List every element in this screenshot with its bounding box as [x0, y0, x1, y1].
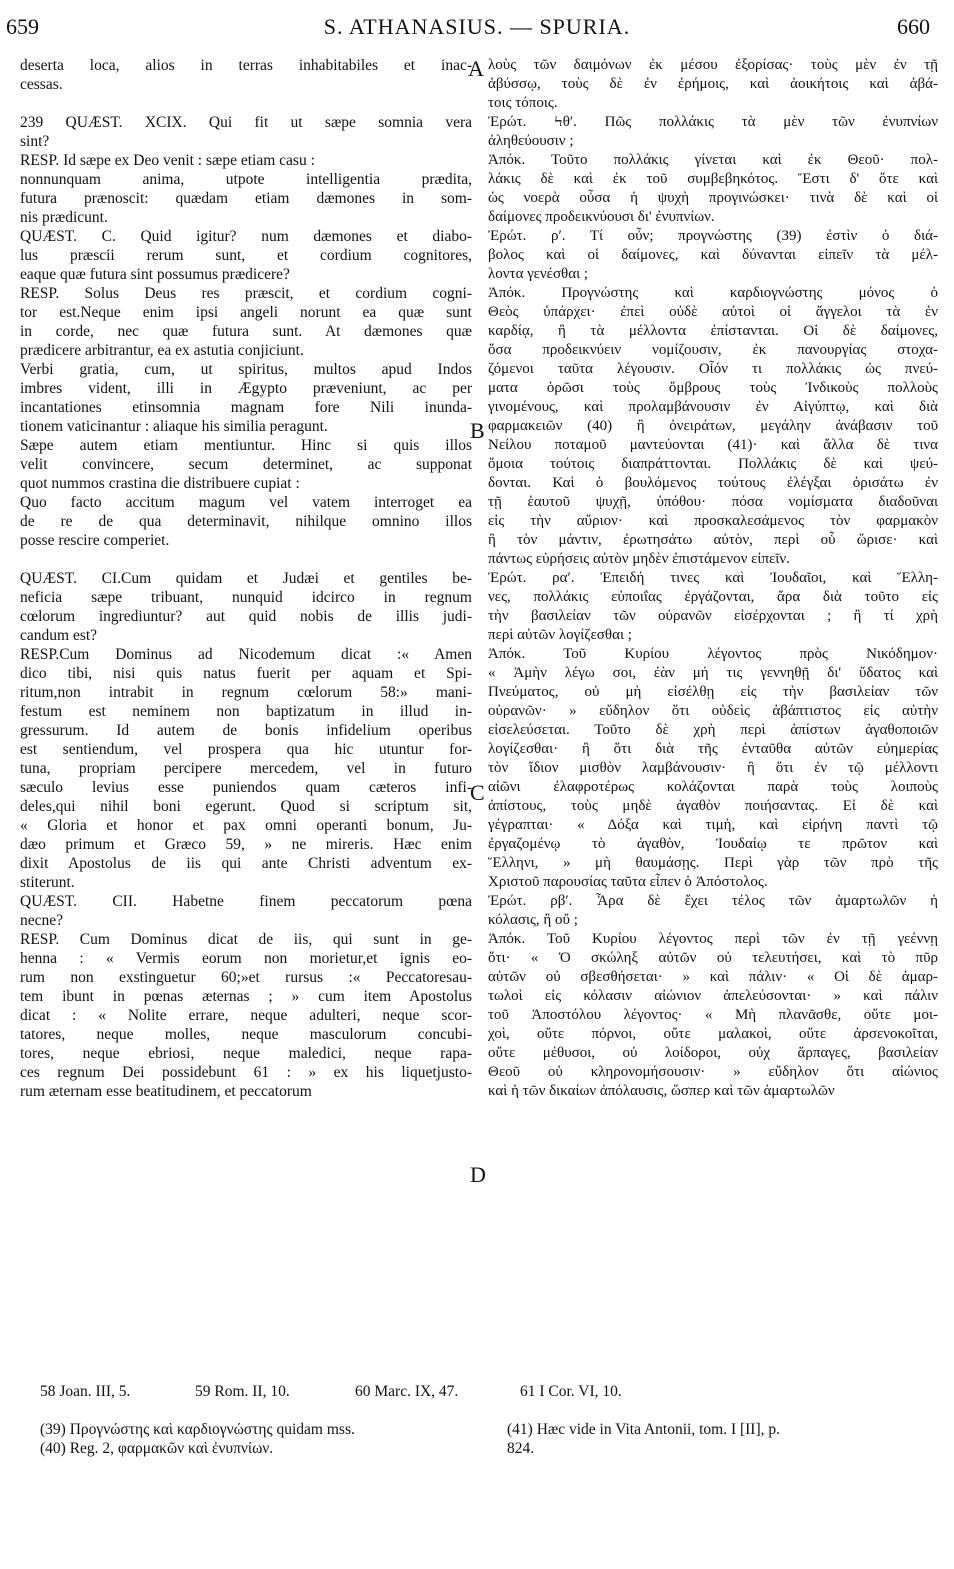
latin-text-line: dico tibi, nisi quis natus fuerit per aquam et Spi-	[20, 665, 472, 682]
latin-text-line	[20, 550, 472, 569]
latin-text-line: QUÆST. CI.Cum quidam et Judæi et gentiles be-	[20, 570, 472, 587]
greek-text-line: ἐργαζομένῳ τὸ ἀγαθὸν, Ἰουδαίῳ τε πρῶτον καὶ	[488, 836, 938, 852]
greek-text-line: Ἕλληνι, » μὴ θαυμάσῃς. Περὶ γὰρ τῶν πρὸ τῆς	[488, 855, 938, 871]
footnote-59: 59 Rom. II, 10.	[195, 1383, 290, 1400]
latin-text-line: de re de qua determinavit, nihilque omnino illos	[20, 513, 472, 530]
latin-text-line: necne?	[20, 912, 64, 929]
greek-text-line: « Ἀμὴν λέγω σοι, ἐὰν μή τις γεννηθῇ δι' ὕδατος καὶ	[488, 665, 938, 681]
section-marker-b: B	[470, 418, 485, 443]
greek-text-line: Χριστοῦ παρουσίας ταῦτα εἶπεν ὁ Ἀπόστολος.	[488, 874, 768, 890]
latin-text-line: Sæpe autem etiam mentiuntur. Hinc si quis illos	[20, 437, 472, 454]
latin-text-line: deserta loca, alios in terras inhabitabiles et inac-	[20, 57, 472, 74]
greek-text-line: τὸν ἴδιον μισθὸν λαμβάνουσιν· ἢ ὅτι ἐν τῷ μέλλοντι	[488, 760, 938, 776]
latin-text-line: dæo primum et Græco 59, » ne mireris. Hæc enim	[20, 836, 472, 853]
greek-text-line: γέγραπται· « Δόξα καὶ τιμὴ, καὶ εἰρήνη παντὶ τῷ	[488, 817, 938, 833]
latin-text-line: sint?	[20, 133, 50, 150]
page-number-left: 659	[6, 14, 39, 39]
latin-text-line: imbres vident, illi in Ægypto præveniunt, ac per	[20, 380, 472, 397]
latin-text-line: stiterunt.	[20, 874, 75, 891]
greek-text-line: ἀπίστους, τοὺς μηδὲ ἀγαθὸν ποιήσαντας. Εἰ δὲ καὶ	[488, 798, 938, 814]
section-marker-c: C	[470, 780, 485, 805]
greek-text-line: καρδίᾳ, ἢ τὰ μέλλοντα ἐπίστανται. Οἱ δὲ δαίμονες,	[488, 323, 938, 339]
greek-text-line: ὅσα προδεικνύειν νομίζουσιν, ἐκ πανουργίας στοχα-	[488, 342, 938, 358]
greek-text-line: καὶ ἡ τῶν δικαίων ἀπόλαυσις, ὥσπερ καὶ τῶν ἁμαρτωλῶν	[488, 1083, 835, 1099]
latin-text-line: rum non exstinguetur 60;»et rursus :« Peccatoresau-	[20, 969, 472, 986]
latin-text-line: eaque quæ futura sint possumus prædicere?	[20, 266, 290, 283]
greek-text-line: ἀληθεύουσιν ;	[488, 133, 574, 149]
footnote-61: 61 I Cor. VI, 10.	[520, 1383, 622, 1400]
section-marker-d: D	[470, 1162, 486, 1187]
greek-text-line: λογίζεσθαι· ἢ ὅτι διὰ τῆς ἐνταῦθα αὐτῶν εὐημερίας	[488, 741, 938, 757]
latin-text-line: tores, neque ebriosi, neque maledici, neque rapa-	[20, 1045, 472, 1062]
latin-text-line: cessas.	[20, 76, 63, 93]
latin-text-line: Quo facto accitum magum vel vatem interroget ea	[20, 494, 472, 511]
latin-text-line: tem ibunt in pœnas æternas ; » cum item Apostolus	[20, 988, 472, 1005]
greek-text-line: Ἀπόκ. Τοῦτο πολλάκις γίνεται καὶ ἐκ Θεοῦ· πολ-	[488, 152, 938, 168]
greek-text-line: τοις τόποις.	[488, 95, 558, 111]
latin-text-line	[20, 94, 472, 113]
greek-text-line: Θεοῦ οὐ κληρονομήσουσιν· » εὔδηλον ὅτι αἰώνιος	[488, 1064, 938, 1080]
greek-text-line: Πνεύματος, οὐ μὴ εἰσέλθῃ εἰς τὴν βασιλείαν τῶν	[488, 684, 938, 700]
greek-text-line: νες, πολλάκις εὐποιΐας ἐργάζονται, ἄρα διὰ τοῦτο εἰς	[488, 589, 938, 605]
latin-text-line: futura prænoscit: quædam etiam dæmones in som-	[20, 190, 472, 207]
latin-text-line: tionem vaticinantur : aliaque his similia peragunt.	[20, 418, 328, 435]
latin-text-line: « Gloria et honor et pax omni operanti bonum, Ju-	[20, 817, 472, 834]
latin-text-line: RESP. Cum Dominus dicat de iis, qui sunt in ge-	[20, 931, 472, 948]
latin-text-line: festum est neminem non baptizatum in illud in-	[20, 703, 472, 720]
note-41: (41) Hæc vide in Vita Antonii, tom. I [II], p.	[507, 1421, 781, 1438]
latin-text-line: ritum,non intrabit in regnum cœlorum 58:» mani-	[20, 684, 472, 701]
greek-column	[488, 56, 938, 1101]
greek-text-line: βολος καὶ οἱ δαίμονες, καὶ δύνανται εἰπεῖν τὰ μέλ-	[488, 247, 938, 263]
latin-text-line: nis prædicunt.	[20, 209, 108, 226]
greek-text-line: κόλασις, ἢ οὔ ;	[488, 912, 578, 928]
latin-text-line: rum æternam esse beatitudinem, et peccatorum	[20, 1083, 312, 1100]
greek-text-line: οὔτε μέθυσοι, οὐ λοίδοροι, οὐχ ἅρπαγες, βασιλείαν	[488, 1045, 938, 1061]
greek-text-line: λοὺς τῶν δαιμόνων ἐκ μέσου ἐξορίσας· τοὺς μὲν ἐν τῇ	[488, 57, 938, 73]
variant-notes-left	[40, 1420, 470, 1458]
latin-text-line: QUÆST. CII. Habetne finem peccatorum pœna	[20, 893, 472, 910]
greek-text-line: εἰς τὴν αὔριον· καὶ προσκαλεσάμενος τὸν φαρμακὸν	[488, 513, 938, 529]
greek-text-line: Νείλου ποταμοῦ μαντεύονται (41)· καὶ ἄλλα δὲ τινα	[488, 437, 938, 453]
greek-text-line: λάκις δὲ καὶ ἐκ τοῦ συμβεβηκότος. Ἔστι δ' ὅτε καὶ	[488, 171, 938, 187]
greek-text-line: Ἐρώτ. ρβʹ. Ἆρα δὲ ἔχει τέλος τῶν ἁμαρτωλῶν ἡ	[488, 893, 938, 909]
latin-text-line: incantationes etinsomnia magnam fore Nili inunda-	[20, 399, 472, 416]
latin-text-line: lus præscii rerum sunt, et cordium cognitores,	[20, 247, 472, 264]
latin-text-line: gressurum. Id autem de bonis infidelium operibus	[20, 722, 472, 739]
latin-text-line: prædicere arbitrantur, ea ex astutia conjiciunt.	[20, 342, 304, 359]
greek-text-line: πάντως εὑρήσεις αὐτὸν μηδὲν ἐπιστάμενον εἰπεῖν.	[488, 551, 790, 567]
greek-text-line: ἢ τὸν μάντιν, ἐρωτησάτω αὐτὸν, περὶ οὗ ὥρισε· καὶ	[488, 532, 938, 548]
latin-text-line: quot nummos crastina die distribuere cupiat :	[20, 475, 300, 492]
greek-text-line: τὴν βασιλείαν τῶν οὐρανῶν εἰσέρχονται ; ἢ τί χρὴ	[488, 608, 938, 624]
latin-text-line: nonnunquam anima, utpote intelligentia prædita,	[20, 171, 472, 188]
latin-text-line: in corde, nec quæ futura sunt. At dæmones quæ	[20, 323, 472, 340]
latin-text-line: neficia sæpe tribuant, nunquid idcirco in regnum	[20, 589, 472, 606]
greek-text-line: Ἐρώτ. ραʹ. Ἐπειδή τινες καὶ Ἰουδαῖοι, καὶ Ἕλλη-	[488, 570, 938, 586]
latin-text-line: RESP. Solus Deus res præscit, et cordium cogni-	[20, 285, 472, 302]
greek-text-line: ἀβύσσῳ, τοὺς δὲ ἐν ἐρήμοις, καὶ ἀοικήτοις καὶ ἀβά-	[488, 76, 938, 92]
latin-text-line: tuna, propriam percipere mercedem, vel in futuro	[20, 760, 472, 777]
latin-text-line: dixit Apostolus de iis qui ante Christi adventum ex-	[20, 855, 472, 872]
greek-text-line: οὐρανῶν· » εὔδηλον ὅτι οὐδεὶς ἀβάπτιστος εἰς αὐτὴν	[488, 703, 938, 719]
greek-text-line: δαίμονες προδεικνύουσι δι' ἐνυπνίων.	[488, 209, 715, 225]
footnote-58: 58 Joan. III, 5.	[40, 1383, 131, 1400]
latin-text-line: RESP. Id sæpe ex Deo venit : sæpe etiam casu :	[20, 152, 315, 169]
latin-column	[20, 56, 472, 1101]
greek-text-line: περὶ αὐτῶν λογίζεσθαι ;	[488, 627, 632, 643]
latin-text-line: est sentiendum, vel prospera qua hic utuntur for-	[20, 741, 472, 758]
latin-text-line: dicat : « Nolite errare, neque adulteri, neque scor-	[20, 1007, 472, 1024]
variant-notes-right	[507, 1420, 937, 1458]
greek-text-line: Θεὸς ὑπάρχει· ἐπεὶ οὐδὲ αὐτοὶ οἱ ἄγγελοι τὰ ἐν	[488, 304, 938, 320]
latin-text-line: deles,qui nihil boni egerunt. Quod si scriptum sit,	[20, 798, 472, 815]
greek-text-line: αἰῶνι ἐλαφροτέρως κολάζονται παρὰ τοὺς λοιποὺς	[488, 779, 938, 795]
footnote-60: 60 Marc. IX, 47.	[355, 1383, 459, 1400]
greek-text-line: λοντα γενέσθαι ;	[488, 266, 589, 282]
note-39: (39) Προγνώστης καὶ καρδιογνώστης quidam mss.	[40, 1421, 355, 1438]
greek-text-line: τοῦ Ἀποστόλου λέγοντος· « Μὴ πλανᾶσθε, οὔτε μοι-	[488, 1007, 938, 1023]
greek-text-line: τῇ ἑαυτοῦ ψυχῇ, ὑπόθου· πόσα νομίσματα διαδοῦναι	[488, 494, 938, 510]
greek-text-line: ὅτι· « Ὁ σκώληξ αὐτῶν οὐ τελευτήσει, καὶ τὸ πῦρ	[488, 950, 938, 966]
latin-text-line: tor est.Neque enim ipsi angeli norunt ea quæ sunt	[20, 304, 472, 321]
latin-text-line: candum est?	[20, 627, 98, 644]
latin-text-line: velit convincere, secum determinet, ac supponat	[20, 456, 472, 473]
latin-text-line: ces regnum Dei possidebunt 61 : » ex his liquetjusto-	[20, 1064, 472, 1081]
latin-text-line: QUÆST. C. Quid igitur? num dæmones et diabo-	[20, 228, 472, 245]
note-40: (40) Reg. 2, φαρμακῶν καὶ ἐνυπνίων.	[40, 1440, 274, 1457]
note-41-cont: 824.	[507, 1440, 535, 1457]
latin-text-line: RESP.Cum Dominus ad Nicodemum dicat :« Amen	[20, 646, 472, 663]
greek-text-line: δονται. Καὶ ὁ βουλόμενος τούτους ἐλέγξαι ὁρισάτω ἐν	[488, 475, 938, 491]
greek-text-line: Ἀπόκ. Προγνώστης καὶ καρδιογνώστης μόνος ὁ	[488, 285, 938, 301]
greek-text-line: Ἐρώτ. ρʹ. Τί οὖν; προγνώστης (39) ἐστὶν ὁ διά-	[488, 228, 938, 244]
greek-text-line: γινομένους, καὶ προλαμβάνουσιν ἐν Αἰγύπτῳ, καὶ διὰ	[488, 399, 938, 415]
greek-text-line: αὐτῶν οὐ σβεσθήσεται· » καὶ πάλιν· « Οἱ δὲ ἁμαρ-	[488, 969, 938, 985]
latin-text-line: henna : « Vermis eorum non morietur,et ignis eo-	[20, 950, 472, 967]
greek-text-line: Ἀπόκ. Τοῦ Κυρίου λέγοντος πρὸς Νικόδημον·	[488, 646, 938, 662]
greek-text-line: ὡς νοερὰ οὖσα ἡ ψυχὴ προγινώσκει· τινὰ δὲ καὶ οἱ	[488, 190, 938, 206]
latin-text-line: cœlorum ingrediuntur? aut quid nobis de illis judi-	[20, 608, 472, 625]
greek-text-line: εἰσελεύσεται. Τοῦτο δὲ χρὴ περὶ ἀπίστων ἀγαθοποιῶν	[488, 722, 938, 738]
latin-text-line: posse rescire comperiet.	[20, 532, 170, 549]
greek-text-line: φαρμακειῶν (40) ἢ ὀνειράτων, μεγάλην ἀνάβασιν τοῦ	[488, 418, 938, 434]
page-number-right: 660	[897, 14, 930, 39]
greek-text-line: ὅμοια τούτοις διαπράττονται. Πολλάκις δὲ καὶ ψεύ-	[488, 456, 938, 472]
section-marker-a: A	[468, 56, 484, 81]
greek-text-line: Ἀπόκ. Τοῦ Κυρίου λέγοντος περὶ τῶν ἐν τῇ γεέννῃ	[488, 931, 938, 947]
greek-text-line: ζόμενοι ταῦτα λέγουσιν. Οἷόν τι πολλάκις ὡς πνεύ-	[488, 361, 938, 377]
latin-text-line: Verbi gratia, cum, ut spiritus, multos apud Indos	[20, 361, 472, 378]
greek-text-line: ματα ὁρῶσι τοὺς ὄμβρους τοὺς Ἰνδικοὺς πολλοὺς	[488, 380, 938, 396]
greek-text-line: χοὶ, οὔτε πόρνοι, οὔτε μαλακοὶ, οὔτε ἀρσενοκοῖται,	[488, 1026, 938, 1042]
latin-text-line: tatores, neque molles, neque masculorum concubi-	[20, 1026, 472, 1043]
latin-text-line: sæculo levius esse puniendos quam cæteros infi-	[20, 779, 472, 796]
running-title: S. ATHANASIUS. — SPURIA.	[323, 14, 631, 39]
greek-text-line: Ἐρώτ. Ϟθʹ. Πῶς πολλάκις τὰ μὲν τῶν ἐνυπνίων	[488, 114, 938, 130]
greek-text-line: τωλοὶ εἰς κόλασιν αἰώνιον ἀπελεύσονται· » καὶ πάλιν	[488, 988, 938, 1004]
page-header	[0, 14, 954, 44]
latin-text-line: 239 QUÆST. XCIX. Qui fit ut sæpe somnia vera	[20, 114, 472, 131]
